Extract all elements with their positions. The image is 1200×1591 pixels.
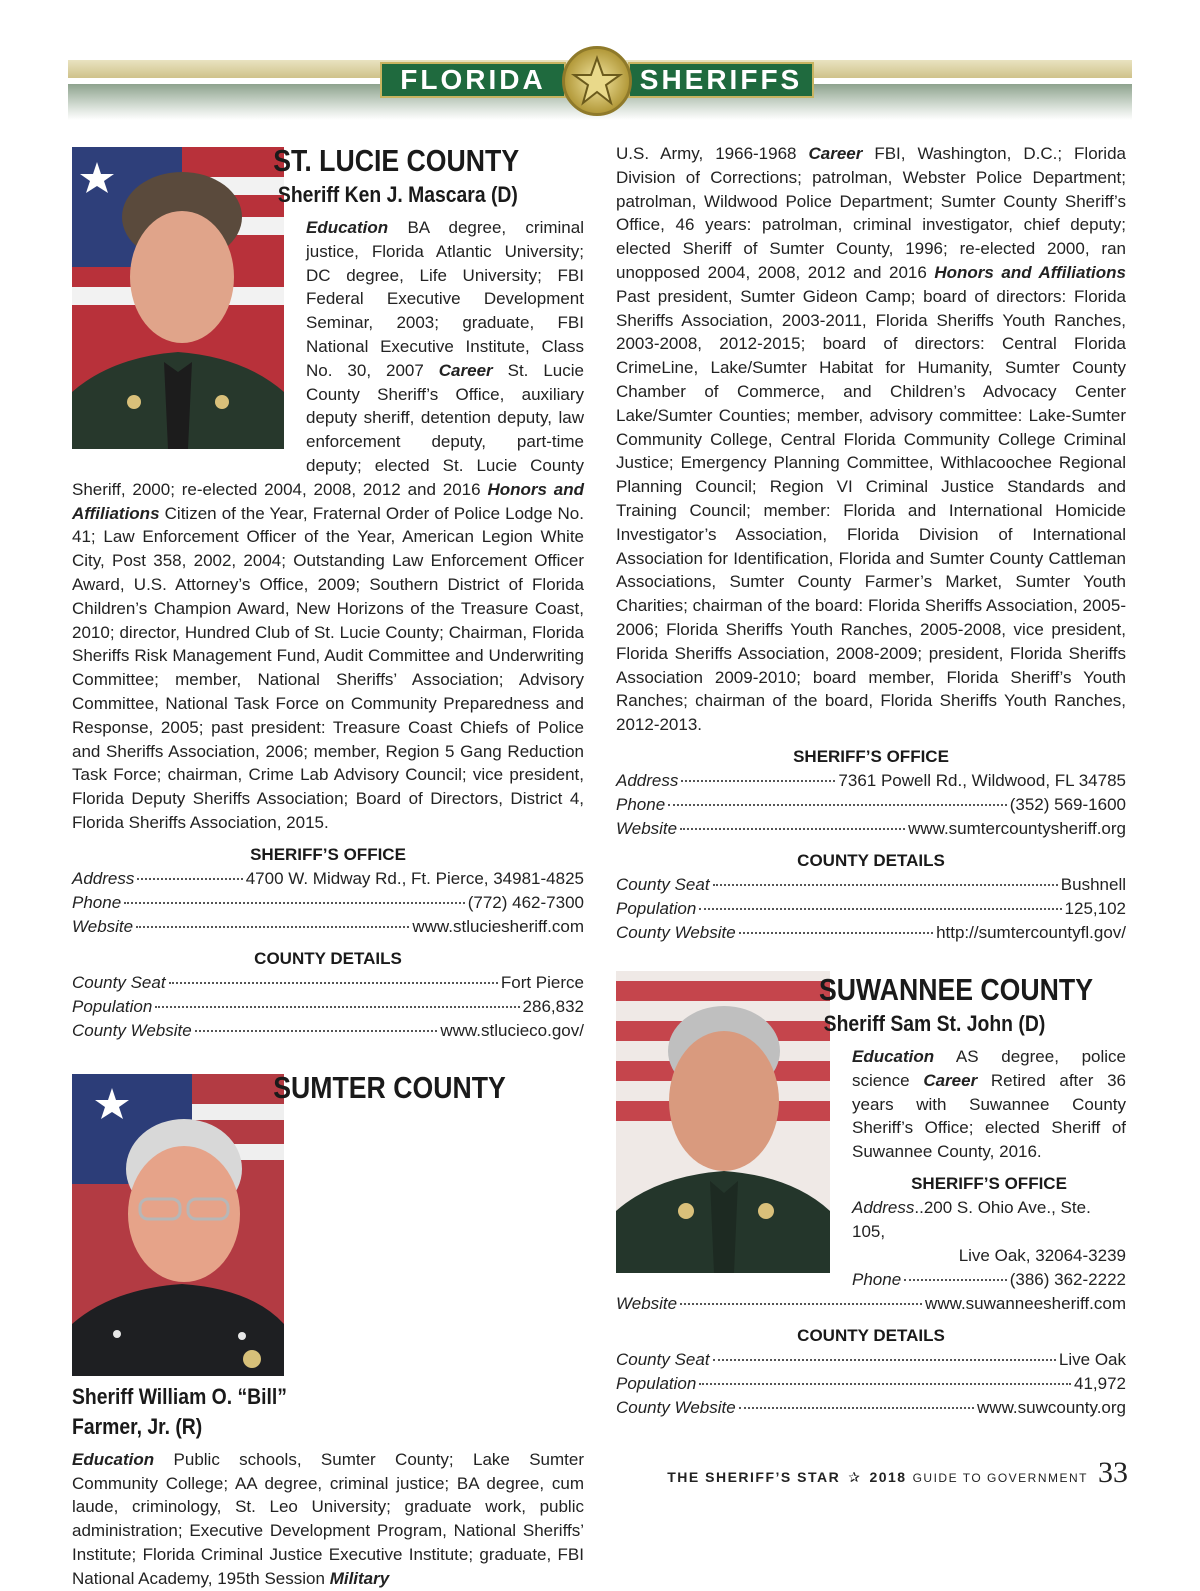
suwannee-population-row xyxy=(616,1372,1126,1396)
sumter-bio-continued xyxy=(616,142,1126,737)
st-lucie-education-label: Education xyxy=(306,218,389,237)
st-lucie-seat-row xyxy=(72,971,584,995)
st-lucie-county-website-row xyxy=(72,1019,584,1043)
sumter-career-text: FBI, Washington, D.C.; Florida Division of Corrections; patrolman, Webster Police Department; patrolman, Wildwood Police Department; Sumter County Sheriff’s Office, 46 years: patrolman, criminal investigator, chief deputy; elected Sheriff of Sumter County, 1996; re-elected 2000, ran unopposed 2004, 2008, 2012 and 2016 xyxy=(616,144,1126,282)
sumter-county-website-label: County Website xyxy=(616,922,736,942)
st-lucie-sheriff-name: Sheriff Ken J. Mascara (D) xyxy=(277,182,518,207)
st-lucie-population-row xyxy=(72,995,584,1019)
sumter-county-website-row xyxy=(616,921,1126,945)
sumter-military-text: U.S. Army, 1966-1968 xyxy=(616,144,809,163)
suwannee-county-website-label: County Website xyxy=(616,1397,736,1417)
st-lucie-honors-label: Honors and Affiliations xyxy=(72,479,584,523)
st-lucie-details-heading: COUNTY DETAILS xyxy=(254,948,402,968)
st-lucie-seat: Fort Pierce xyxy=(500,972,584,992)
st-lucie-address-row xyxy=(72,867,584,891)
sumter-details-heading: COUNTY DETAILS xyxy=(797,850,945,870)
st-lucie-career-label: Career xyxy=(438,360,493,380)
suwannee-website-row xyxy=(616,1292,1126,1316)
footer-year: 2018 xyxy=(869,1469,907,1485)
st-lucie-website-row xyxy=(72,915,584,939)
sumter-address: 7361 Powell Rd., Wildwood, FL 34785 xyxy=(838,770,1126,790)
st-lucie-website-link[interactable]: www.stluciesheriff.com xyxy=(412,916,584,936)
suwannee-section xyxy=(616,971,1126,1420)
footer-publication: THE SHERIFF’S STAR xyxy=(667,1469,841,1485)
sumter-population-row xyxy=(616,897,1126,921)
sumter-sheriff-name: Sheriff William O. “Bill” Farmer, Jr. (R) xyxy=(72,1383,287,1439)
footer-guide: GUIDE TO GOVERNMENT xyxy=(912,1471,1088,1485)
sumter-website-label: Website xyxy=(616,818,678,838)
sumter-phone-label: Phone xyxy=(616,794,666,814)
sumter-honors-text: Past president, Sumter Gideon Camp; board of directors: Florida Sheriffs Association, 2003-2011, Florida Sheriffs Youth Ranches, 2003-2008, 2012-2015; board of directors: Central Florida CrimeLine, Lake/Sumter Habitat for Humanity, Sumter County Chamber of Commerce, and Children’s Advocacy Center Lake/Sumter Counties; member, advisory committee: Lake-Sumter Community College, Central Florida Community College Criminal Justice; Emergency Planning Committee, Withlacoochee Regional Planning Council; Region VI Criminal Justice Standards and Training Council; member: Florida and International Homicide Investigator’s Association, Florida Division of International Association for Identification, Florida and Sumter County Cattleman Associations, Sumter County Farmer’s Market, Sumter Youth Charities; chairman of the board: Florida Sheriffs Association, 2005-2006; Florida Sheriffs Youth Ranches, 2005-2008, vice president, Florida Sheriffs Association, 2008-2009; president, Florida Sheriffs Association 2009-2010; board member, Florida Sheriff’s Youth Ranches; chairman of the board, Florida Sheriffs Youth Ranches, 2012-2013. xyxy=(616,286,1126,735)
st-lucie-career-text: St. Lucie County Sheriff’s Office, auxiliary deputy sheriff, detention deputy, law enforcement deputy, part-time deputy; elected St. Lucie County Sheriff, 2000; re-elected 2004, 2008, 2012 and 2016 xyxy=(72,360,584,499)
suwannee-population-label: Population xyxy=(616,1373,697,1393)
suwannee-address-block: Address..200 S. Ohio Ave., Ste. 105, Live Oak, 32064-3239 xyxy=(852,1196,1126,1268)
sumter-bio-education xyxy=(72,1448,584,1591)
sumter-military-label: Military xyxy=(329,1568,390,1588)
suwannee-county-heading: SUWANNEE COUNTY xyxy=(818,971,1093,1007)
st-lucie-address-label: Address xyxy=(72,868,135,888)
st-lucie-phone-label: Phone xyxy=(72,892,122,912)
st-lucie-phone: (772) 462-7300 xyxy=(467,892,584,912)
suwannee-seat: Live Oak xyxy=(1058,1349,1126,1369)
suwannee-career-label: Career xyxy=(923,1070,978,1090)
sumter-population: 125,102 xyxy=(1064,898,1126,918)
st-lucie-population-label: Population xyxy=(72,996,153,1016)
masthead xyxy=(0,0,1200,130)
masthead-sheriffs-label: SHERIFFS xyxy=(628,62,814,98)
st-lucie-population: 286,832 xyxy=(522,996,584,1016)
sumter-honors-label: Honors and Affiliations xyxy=(934,262,1126,282)
sumter-address-row xyxy=(616,769,1126,793)
suwannee-county-website-row xyxy=(616,1396,1126,1420)
suwannee-office-heading: SHERIFF’S OFFICE xyxy=(911,1173,1067,1193)
sumter-office-heading: SHERIFF’S OFFICE xyxy=(793,746,949,766)
st-lucie-county-heading: ST. LUCIE COUNTY xyxy=(273,143,520,178)
st-lucie-office-heading: SHERIFF’S OFFICE xyxy=(250,844,406,864)
sumter-county-heading: SUMTER COUNTY xyxy=(273,1069,506,1105)
footer-star-icon: ✰ xyxy=(848,1469,862,1485)
st-lucie-seat-label: County Seat xyxy=(72,972,166,992)
suwannee-address-line2: Live Oak, 32064-3239 xyxy=(958,1245,1126,1265)
suwannee-sheriff-name: Sheriff Sam St. John (D) xyxy=(823,1010,1046,1036)
suwannee-address-label: Address xyxy=(852,1197,915,1217)
page-number: 33 xyxy=(1098,1456,1128,1489)
sumter-phone: (352) 569-1600 xyxy=(1009,794,1126,814)
suwannee-county-website-link[interactable]: www.suwcounty.org xyxy=(977,1397,1126,1417)
suwannee-address-line1: 200 S. Ohio Ave., Ste. 105, xyxy=(852,1197,1091,1241)
sumter-phone-row xyxy=(616,793,1126,817)
sumter-section xyxy=(72,1069,584,1591)
sumter-address-label: Address xyxy=(616,770,679,790)
right-column xyxy=(616,142,1126,1420)
suwannee-phone-label: Phone xyxy=(852,1269,902,1289)
st-lucie-address: 4700 W. Midway Rd., Ft. Pierce, 34981-4825 xyxy=(245,868,584,888)
sumter-seat-label: County Seat xyxy=(616,874,710,894)
sumter-education-text: Public schools, Sumter County; Lake Sumter Community College; AA degree, criminal justice; BA degree, cum laude, criminology, St. Leo University; graduate work, public administration; Executive Development Program, National Sheriffs’ Institute; Florida Criminal Justice Executive Institute; graduate, FBI National Academy, 195th Session xyxy=(72,1449,584,1588)
suwannee-website-label: Website xyxy=(616,1293,678,1313)
sheriff-star-icon xyxy=(562,46,632,116)
sumter-career-label: Career xyxy=(808,144,863,163)
masthead-florida-label: FLORIDA xyxy=(380,62,566,98)
suwannee-phone-row xyxy=(852,1268,1126,1292)
suwannee-career-text: Retired after 36 years with Suwannee County Sheriff’s Office; elected Sheriff of Suwannee County, 2016. xyxy=(852,1070,1126,1162)
st-lucie-section xyxy=(72,142,584,1043)
page-footer xyxy=(667,1456,1128,1490)
left-column xyxy=(72,142,584,1591)
st-lucie-phone-row xyxy=(72,891,584,915)
suwannee-seat-row xyxy=(616,1348,1126,1372)
suwannee-website-link[interactable]: www.suwanneesheriff.com xyxy=(925,1293,1126,1313)
suwannee-details-heading: COUNTY DETAILS xyxy=(797,1325,945,1345)
st-lucie-county-website-label: County Website xyxy=(72,1020,192,1040)
suwannee-seat-label: County Seat xyxy=(616,1349,710,1369)
sumter-seat: Bushnell xyxy=(1060,874,1126,894)
st-lucie-website-label: Website xyxy=(72,916,134,936)
sumter-education-label: Education xyxy=(72,1449,155,1469)
st-lucie-county-website-link[interactable]: www.stlucieco.gov/ xyxy=(440,1020,584,1040)
sumter-website-row xyxy=(616,817,1126,841)
st-lucie-honors-text: Citizen of the Year, Fraternal Order of Police Lodge No. 41; Law Enforcement Officer of the Year, American Legion White City, Post 358, 2002, 2004; Outstanding Law Enforcement Officer Award, U.S. Attorney’s Office, 2009; Southern District of Florida Children’s Champion Award, New Horizons of the Treasure Coast, 2010; director, Hundred Club of St. Lucie County; Chairman, Florida Sheriffs Risk Management Fund, Audit Committee and Underwriting Committee; member, National Sheriffs’ Association; Advisory Committee, National Task Force on Community Preparedness and Response, 2005; past president: Treasure Coast Chiefs of Police and Sheriffs Association, 2006; member, Region 5 Gang Reduction Task Force; chairman, Crime Lab Advisory Council; vice president, Florida Deputy Sheriffs Association; Board of Directors, District 4, Florida Sheriffs Association, 2015. xyxy=(72,503,584,832)
sumter-population-label: Population xyxy=(616,898,697,918)
suwannee-population: 41,972 xyxy=(1074,1373,1126,1393)
suwannee-phone: (386) 362-2222 xyxy=(1009,1269,1126,1289)
suwannee-education-label: Education xyxy=(852,1046,935,1066)
sumter-county-website-link[interactable]: http://sumtercountyfl.gov/ xyxy=(936,922,1126,942)
suwannee-education-text: AS degree, police science xyxy=(852,1046,1126,1090)
sumter-seat-row xyxy=(616,873,1126,897)
st-lucie-education-text: BA degree, criminal justice, Florida Atlantic University; DC degree, Life University; FBI Federal Executive Development Seminar, 2003; graduate, FBI National Executive Institute, Class No. 30, 2007 xyxy=(306,218,584,380)
sumter-website-link[interactable]: www.sumtercountysheriff.org xyxy=(908,818,1126,838)
